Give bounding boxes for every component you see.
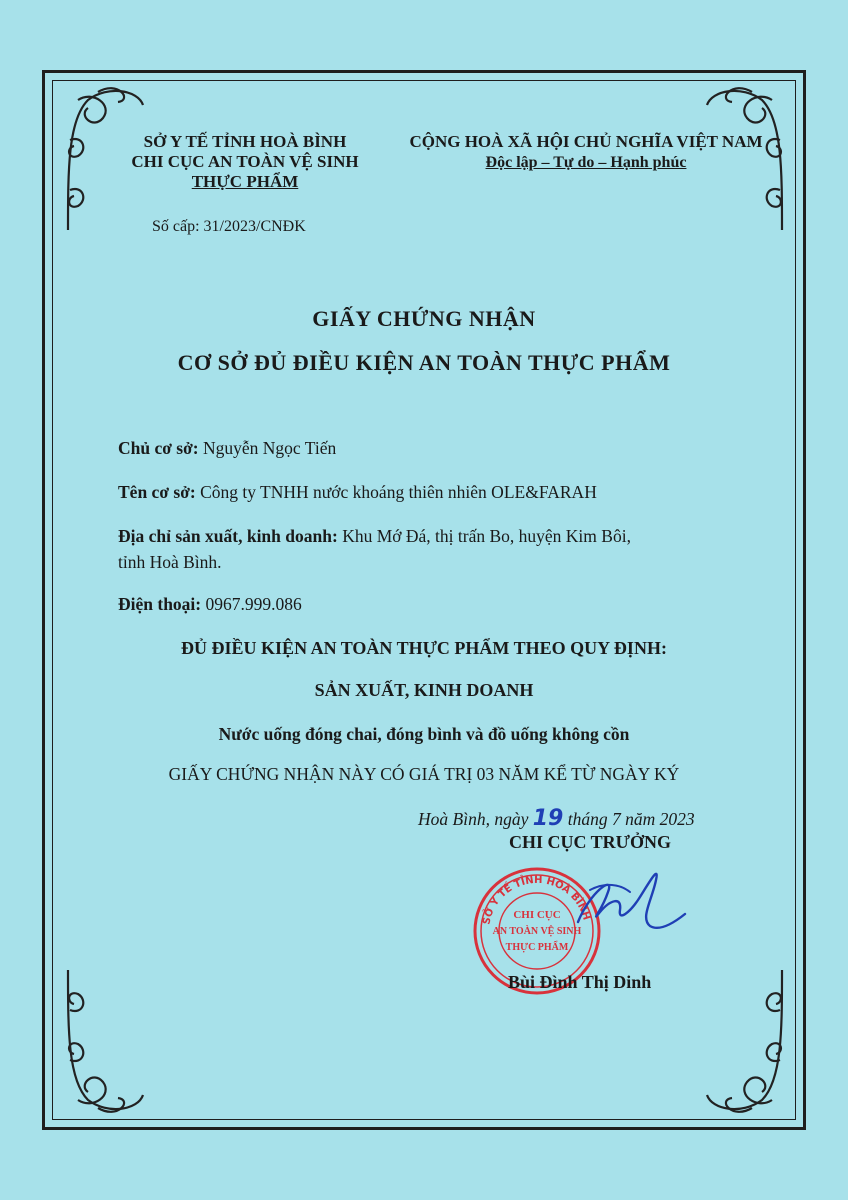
address-value-line-1: Khu Mớ Đá, thị trấn Bo, huyện Kim Bôi, — [342, 526, 631, 546]
seal-line-3: THỰC PHẨM — [505, 942, 569, 953]
place-date — [418, 806, 695, 831]
seal-ring-text: SỞ Y TẾ TỈNH HOÀ BÌNH — [481, 874, 592, 926]
republic-name: CỘNG HOÀ XÃ HỘI CHỦ NGHĨA VIỆT NAM — [409, 132, 763, 151]
owner-label: Chủ cơ sở: — [118, 438, 199, 458]
validity-statement: GIẤY CHỨNG NHẬN NÀY CÓ GIÁ TRỊ 03 NĂM KỂ TỪ NGÀY KÝ — [168, 764, 680, 784]
agency-line-2: CHI CỤC AN TOÀN VỆ SINH — [131, 152, 359, 171]
establishment-row — [118, 482, 597, 503]
phone-row — [118, 594, 302, 615]
qualification-statement: ĐỦ ĐIỀU KIỆN AN TOÀN THỰC PHẨM THEO QUY ĐỊNH: — [181, 638, 667, 658]
establishment-value: Công ty TNHH nước khoáng thiên nhiên OLE&FARAH — [200, 482, 597, 502]
phone-value: 0967.999.086 — [205, 594, 302, 614]
establishment-label: Tên cơ sở: — [118, 482, 196, 502]
signing-day: 19 — [532, 806, 564, 831]
document-title: GIẤY CHỨNG NHẬN — [312, 306, 536, 331]
agency-line-3: THỰC PHẨM — [191, 172, 299, 191]
signer-position: CHI CỤC TRƯỞNG — [508, 832, 671, 852]
address-row — [118, 526, 631, 547]
document-subtitle: CƠ SỞ ĐỦ ĐIỀU KIỆN AN TOÀN THỰC PHẨM — [177, 350, 671, 375]
signer-name: Bùi Đình Thị Dinh — [508, 972, 652, 992]
national-motto: Độc lập – Tự do – Hạnh phúc — [485, 154, 687, 171]
owner-row — [118, 438, 336, 459]
address-label: Địa chỉ sản xuất, kinh doanh: — [118, 526, 338, 546]
address-value-line-2: tỉnh Hoà Bình. — [118, 552, 222, 572]
seal-line-2: AN TOÀN VỆ SINH — [492, 926, 582, 937]
product-scope: Nước uống đóng chai, đóng bình và đồ uống không cồn — [218, 724, 630, 744]
seal-line-1: CHI CỤC — [513, 909, 561, 921]
agency-block — [100, 132, 390, 192]
place-date-suffix: tháng 7 năm 2023 — [567, 809, 695, 829]
doc-number: Số cấp: 31/2023/CNĐK — [152, 218, 306, 235]
place-date-prefix: Hoà Bình, ngày — [418, 809, 529, 829]
owner-value: Nguyễn Ngọc Tiến — [203, 438, 337, 458]
phone-label: Điện thoại: — [118, 594, 202, 614]
agency-line-1: SỞ Y TẾ TỈNH HOÀ BÌNH — [143, 132, 347, 151]
activity-type: SẢN XUẤT, KINH DOANH — [314, 680, 534, 700]
corner-ornament-bottom-left-icon — [58, 960, 148, 1120]
handwritten-signature-icon — [560, 852, 690, 962]
corner-ornament-bottom-right-icon — [702, 960, 792, 1120]
